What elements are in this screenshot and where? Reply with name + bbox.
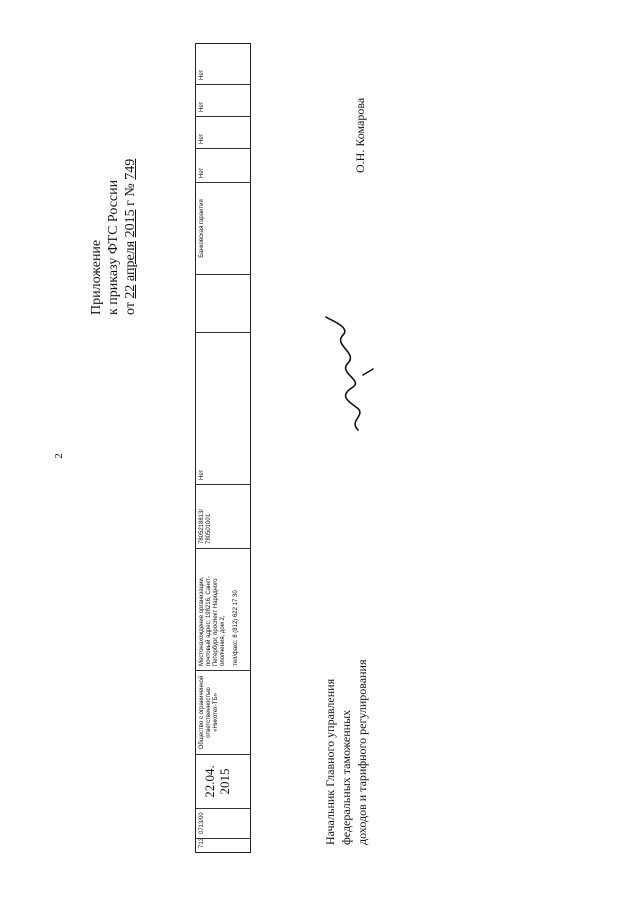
appendix-date-line [122, 159, 139, 315]
cell-net-5: Нет [199, 69, 205, 80]
appendix-g-no: г № [123, 179, 138, 206]
handwritten-signature [318, 305, 383, 435]
address-text: Местонахождение организации, почтовый адрес: 198216, Санкт-Петербург, проспект Народного ополчения, дом 2, [199, 576, 226, 666]
signer-title-line-1: Начальник Главного управления [323, 678, 337, 845]
cell-empty [196, 274, 250, 332]
signer-name: О.Н. Комарова [353, 97, 367, 173]
appendix-prefix: от [123, 302, 138, 315]
date-value: 22.04. [202, 765, 217, 798]
appendix-day: 22 [123, 284, 138, 299]
page-number: 2 [52, 453, 65, 459]
signer-title-line-3: доходов и тарифного регулирования [355, 659, 369, 845]
cell-code: 0713/00 [196, 808, 250, 838]
cell-net-4: Нет [196, 84, 250, 116]
cell-date [196, 754, 250, 808]
appendix-number: 749 [123, 158, 138, 180]
date-year: 2015 [217, 768, 232, 795]
cell-number: 713 [196, 838, 250, 852]
cell-net-2: Нет [196, 148, 250, 182]
signer-title [322, 660, 370, 845]
cell-net-1: Нет [196, 332, 250, 484]
cell-organization: Общество с ограниченной ответственностью «Никотех-ТБ» [196, 670, 250, 754]
cell-guarantee: Банковская гарантия [196, 182, 250, 274]
appendix-year: 2015 [123, 209, 138, 238]
signer-title-line-2: федеральных таможенных [339, 709, 353, 845]
appendix-order: к приказу ФТС России [106, 179, 121, 315]
phone-text: тел/факс: 8 (812) 622 17 30 [233, 590, 239, 666]
cell-net-3: Нет [196, 116, 250, 148]
appendix-header [88, 159, 139, 315]
appendix-month: апреля [123, 240, 138, 282]
appendix-title: Приложение [89, 239, 104, 315]
registry-table [195, 43, 251, 853]
cell-inn: 7805218813/ 780501001 [196, 484, 250, 548]
cell-address [196, 548, 250, 670]
